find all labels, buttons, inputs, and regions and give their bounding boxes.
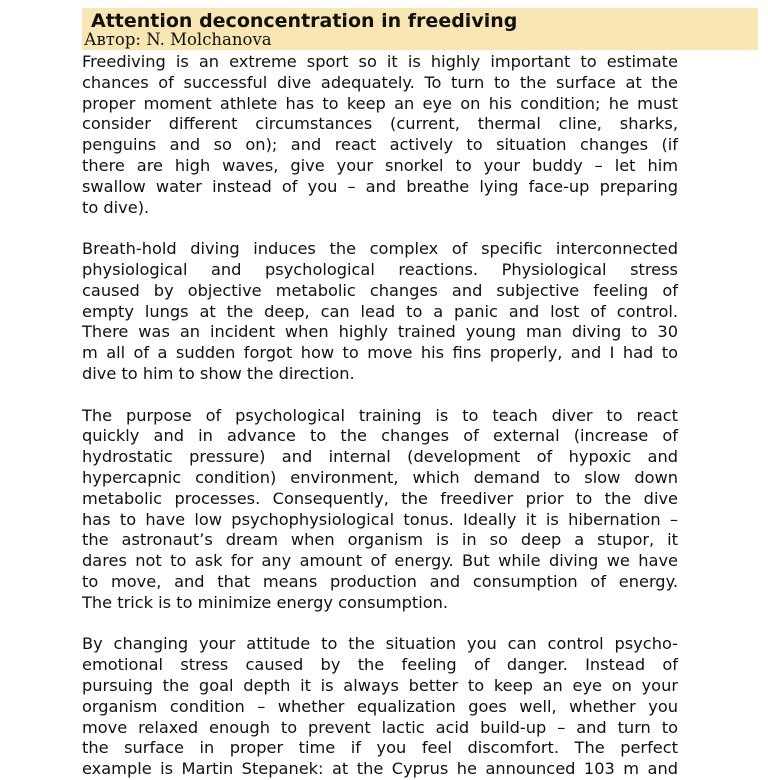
text-line: chances of successful dive adequately. To turn to the surface at the bbox=[82, 72, 678, 92]
text-line: example is Martin Stepanek: at the Cyprus he announced 103 m and bbox=[82, 759, 678, 779]
text-line: dares not to ask for any amount of energy. But while diving we have bbox=[82, 551, 678, 571]
article-title: Attention deconcentration in freediving bbox=[91, 10, 518, 32]
text-line: hydrostatic pressure) and internal (development of hypoxic and bbox=[82, 447, 678, 467]
text-line: Freediving is an extreme sport so it is highly important to estimate bbox=[82, 52, 678, 71]
text-line: to move, and that means production and consumption of energy. bbox=[82, 571, 678, 591]
text-line: quickly and in advance to the changes of external (increase of bbox=[82, 426, 678, 446]
text-line: physiological and psychological reactions. Physiological stress bbox=[82, 259, 678, 279]
article-header bbox=[82, 8, 758, 50]
text-line: penguins and so on); and react actively to situation changes (if bbox=[82, 135, 678, 155]
text-line: The trick is to minimize energy consumption. bbox=[82, 592, 449, 612]
text-line: The purpose of psychological training is to teach diver to react bbox=[82, 405, 678, 425]
text-line: hypercapnic condition) environment, which demand to slow down bbox=[82, 467, 678, 487]
text-line: organism condition – whether equalization goes well, whether you bbox=[82, 696, 678, 716]
text-line: caused by objective metabolic changes and subjective feeling of bbox=[82, 280, 678, 300]
text-line: empty lungs at the deep, can lead to a panic and lost of control. bbox=[82, 301, 678, 321]
text-line: dive to him to show the direction. bbox=[82, 363, 355, 383]
text-line: metabolic processes. Consequently, the freediver prior to the dive bbox=[82, 488, 678, 508]
paragraph-4 bbox=[82, 634, 678, 780]
article-author: Автор: N. Molchanova bbox=[84, 30, 272, 49]
text-line: has to have low psychophysiological tonus. Ideally it is hibernation – bbox=[82, 509, 678, 529]
paragraph-2 bbox=[82, 239, 678, 385]
text-line: swallow water instead of you – and breathe lying face-up preparing bbox=[82, 176, 678, 196]
text-line: m all of a sudden forgot how to move his fins properly, and I had to bbox=[82, 343, 678, 363]
text-line: Breath-hold diving induces the complex of specific interconnected bbox=[82, 239, 678, 259]
paragraph-3 bbox=[82, 406, 678, 614]
text-line: the astronaut’s dream when organism is in so deep a stupor, it bbox=[82, 530, 678, 550]
text-line: There was an incident when highly trained young man diving to 30 bbox=[82, 322, 678, 342]
text-line: consider different circumstances (current, thermal cline, sharks, bbox=[82, 114, 678, 134]
text-line: there are high waves, give your snorkel to your buddy – let him bbox=[82, 155, 678, 175]
text-line: to dive). bbox=[82, 197, 150, 217]
text-line: move relaxed enough to prevent lactic acid build-up – and turn to bbox=[82, 717, 678, 737]
text-line: By changing your attitude to the situation you can control psycho- bbox=[82, 634, 678, 654]
article-body bbox=[82, 52, 678, 780]
text-line: emotional stress caused by the feeling of danger. Instead of bbox=[82, 655, 678, 675]
paragraph-1 bbox=[82, 52, 678, 218]
text-line: the surface in proper time if you feel discomfort. The perfect bbox=[82, 738, 678, 758]
text-line: proper moment athlete has to keep an eye on his condition; he must bbox=[82, 93, 678, 113]
text-line: pursuing the goal depth it is always better to keep an eye on your bbox=[82, 675, 678, 695]
